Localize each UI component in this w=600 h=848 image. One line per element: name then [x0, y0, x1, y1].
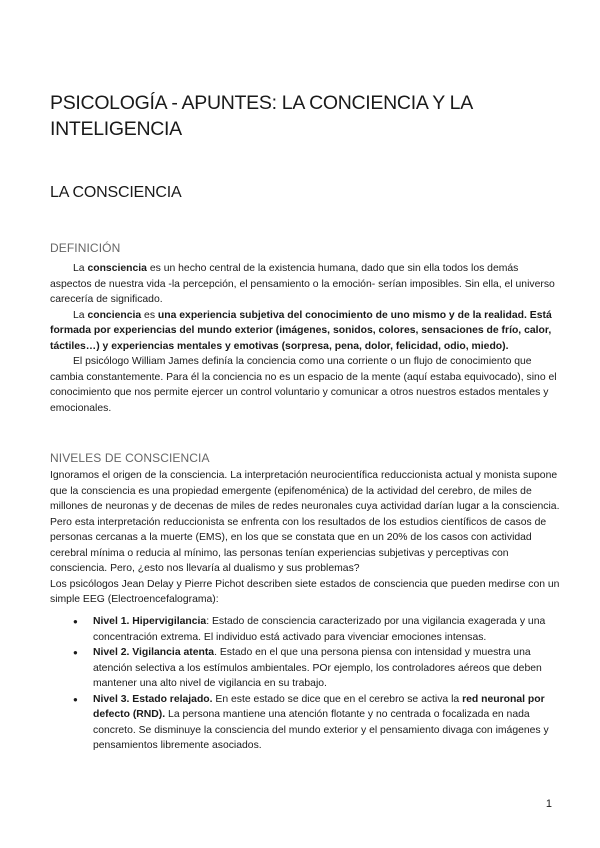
- niveles-paragraph-2: Los psicólogos Jean Delay y Pierre Pichot describen siete estados de consciencia que pueden medirse con un simple EEG (Electroencefalograma):: [50, 578, 560, 605]
- niveles-list: [89, 614, 561, 754]
- niveles-body: [50, 468, 560, 608]
- list-item: ● Nivel 1. Hipervigilancia: Estado de consciencia caracterizado por una vigilancia exagerada y una concentración extrema. El individuo está activado para vivenciar emociones intensas.: [89, 614, 561, 645]
- definicion-heading: DEFINICIÓN: [50, 241, 121, 255]
- definicion-paragraph-2: La conciencia es una experiencia subjetiva del conocimiento de uno mismo y de la realidad. Está formada por experiencias del mundo exterior (imágenes, sonidos, colores, sensaciones de frío, calor, táctiles…) y experiencias mentales y emotivas (sorpresa, pena, dolor, felicidad, odio, miedo).: [50, 309, 552, 352]
- niveles-paragraph-1: Ignoramos el origen de la consciencia. La interpretación neurocientífica reduccionista actual y monista supone que la consciencia es una propiedad emergente (epifenoménica) de la actividad del cerebro, de miles de millones de neuronas y de decenas de miles de redes neuronales cuya actividad darían lugar a la consciencia. Pero esta interpretación reduccionista se enfrenta con los resultados de los estudios científicos de casos de personas cercanas a la muerte (EMS), en los que se constata que en un 20% de los casos con actividad cerebral mínima o reducia al mínimo, las personas tenían experiencias subjetivas y perceptivas con consciencia. Pero, ¿esto nos llevaría al dualismo y sus problemas?: [50, 470, 560, 574]
- definicion-body: [50, 261, 560, 416]
- section-title: LA CONSCIENCIA: [50, 184, 182, 201]
- list-item: ● Nivel 2. Vigilancia atenta. Estado en el que una persona piensa con intensidad y muestra una atención selectiva a los estímulos ambientales. POr ejemplo, los controladores aéreos que deben mantener una alto nivel de vigilancia en su trabajo.: [89, 645, 561, 692]
- list-item: ● Nivel 3. Estado relajado. En este estado se dice que en el cerebro se activa la red neuronal por defecto (RND). La persona mantiene una atención flotante y no centrada o focalizada en nada concreto. Se disminuye la consciencia del mundo exterior y el pensamiento divaga con imágenes y pensamientos libremente asociados.: [89, 692, 561, 754]
- definicion-paragraph-3: El psicólogo William James definía la conciencia como una corriente o un flujo de conocimiento que cambia constantemente. Para él la conciencia no es un espacio de la mente (aquí estaba equivocado), sino el conocimiento que nos permite ejercer un control voluntario y comunicar a otros nuestros estados mentales y emocionales.: [50, 356, 557, 414]
- niveles-heading: NIVELES DE CONSCIENCIA: [50, 451, 210, 465]
- definicion-paragraph-1: La consciencia es un hecho central de la existencia humana, dado que sin ella todos los demás aspectos de nuestra vida -la percepción, el pensamiento o la emoción- serían imposibles. Sin ella, el universo carecería de significado.: [50, 263, 555, 305]
- page-number: 1: [545, 798, 552, 810]
- document-title: PSICOLOGÍA - APUNTES: LA CONCIENCIA Y LA INTELIGENCIA: [50, 92, 472, 140]
